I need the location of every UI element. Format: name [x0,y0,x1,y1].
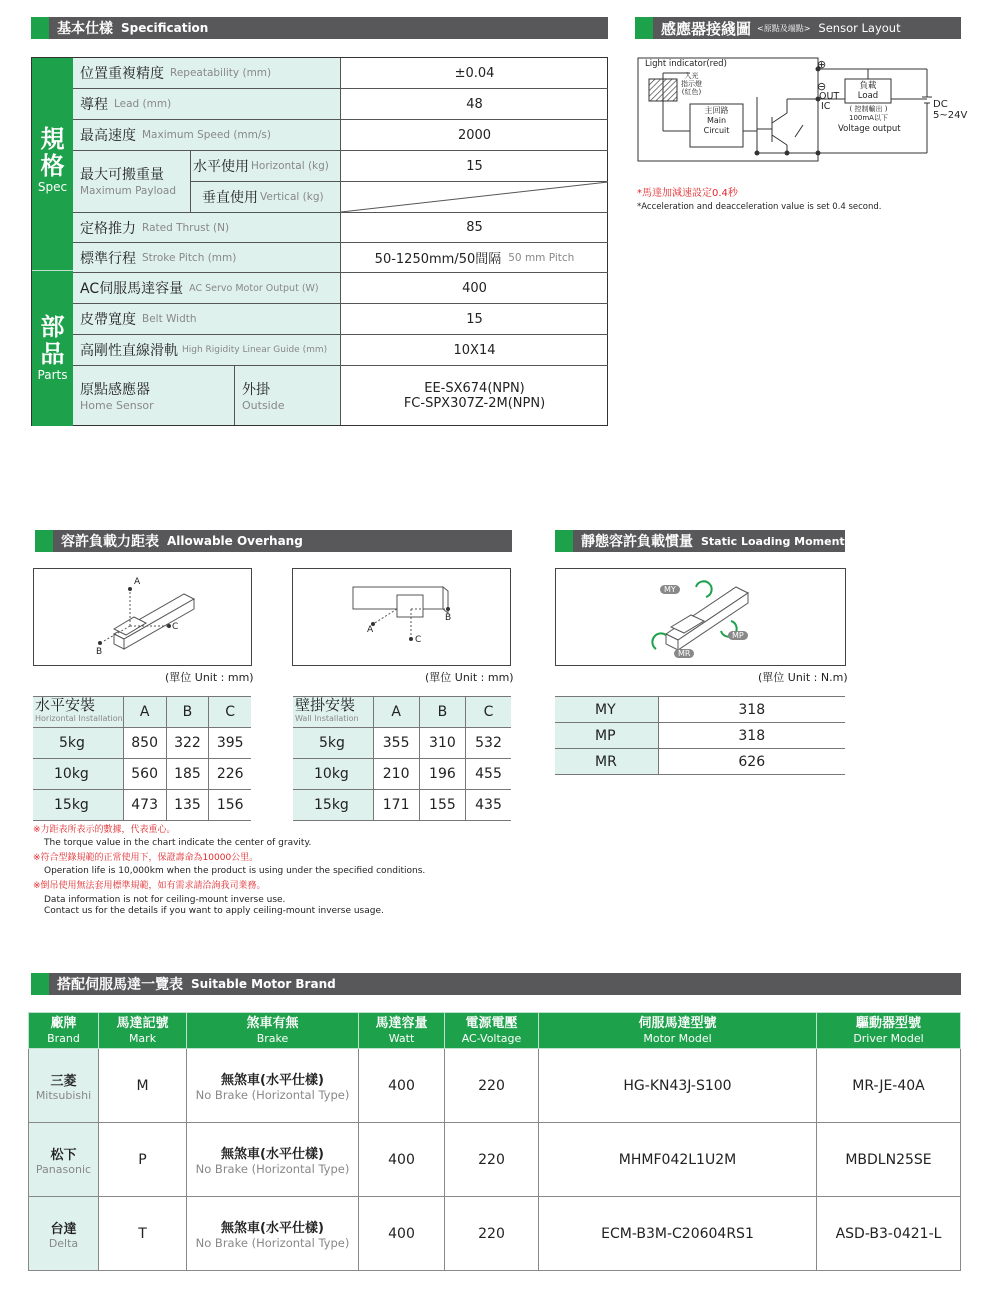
unit-label-horizontal: (單位 Unit : mm) [165,671,254,684]
driver-model-cell: MBDLN25SE [817,1123,961,1197]
horizontal-title-en: Horizontal Installation [35,714,123,723]
col-motor-model [539,1013,817,1049]
row-label-zh: 定格推力 [80,220,136,237]
load-cell: 15kg [33,790,123,821]
value-cell: 135 [166,790,209,821]
value-cell: 850 [123,728,166,759]
brand-zh: 台達 [50,1221,77,1237]
dc-text: DC [933,99,948,110]
sensor-header [635,17,961,39]
value-cell: 395 [209,728,251,759]
overhang-title-en: Allowable Overhang [167,534,303,548]
control-current: 100mA以下 [849,114,888,122]
row-label-zh: 最高速度 [80,128,136,144]
moment-title-zh: 靜態容許負載慣量 [581,534,693,550]
value-cell: 435 [466,790,511,821]
header-zh: 電源電壓 [465,1015,518,1031]
main-circuit-zh: 主回路 [704,106,729,115]
load-cell: 5kg [33,728,123,759]
moment-name-cell: MY [555,697,658,723]
main-circuit-label [690,106,743,136]
point-a-label: A [367,625,374,635]
sensor-title-en: Sensor Layout [818,21,901,35]
horizontal-title-zh: 水平安裝 [35,696,96,714]
wall-title-en: Wall Installation [295,714,359,723]
table-row [29,1197,961,1271]
table-row [29,1049,961,1123]
col-watt [359,1013,445,1049]
driver-model-cell: MR-JE-40A [817,1049,961,1123]
driver-model-cell: ASD-B3-0421-L [817,1197,961,1271]
load-label [845,81,891,101]
watt-cell: 400 [359,1197,445,1271]
mark-cell: P [99,1123,187,1197]
spec-title-zh: 基本仕樣 [57,21,113,37]
empty-cell-slash [341,182,608,212]
header-en: Motor Model [643,1031,712,1045]
sensor-diagram [637,57,968,187]
note-3-en2: Contact us for the details if you want to apply ceiling-mount inverse usage. [44,906,384,916]
header-zh: 伺服馬達型號 [638,1015,717,1031]
moment-value-cell: 318 [658,697,845,723]
header-zh: 馬達容量 [375,1015,428,1031]
payload-label-en: Maximum Payload [80,185,177,197]
home-sensor-value-1: EE-SX674(NPN) [424,380,525,396]
header-en: AC-Voltage [461,1031,522,1045]
spec-row-lead [73,88,608,119]
moment-name-cell: MR [555,749,658,775]
moment-header [555,530,845,552]
note-1-zh: ※力距表所表示的數據，代表重心。 [33,825,176,835]
row-value: 48 [466,96,483,112]
header-accent [31,17,49,39]
moment-table [555,696,845,775]
value-cell: 226 [209,759,251,790]
brand-en: Panasonic [35,1162,92,1176]
row-label-en: Stroke Pitch (mm) [142,251,237,264]
minus-terminal-icon: ⊖ [817,80,827,93]
horizontal-use-en: Horizontal (kg) [251,160,329,172]
spec-row-stroke [73,242,608,272]
parts-row-guide [73,334,608,365]
spec-header [31,17,608,39]
parts-row-home-sensor [73,365,608,425]
col-mark [99,1013,187,1049]
plus-terminal-icon: ⊕ [817,58,827,71]
parts-group-label [32,271,73,426]
moment-axis-drawing [556,569,844,664]
home-sensor-en: Home Sensor [80,399,154,412]
col-driver-model [817,1013,961,1049]
col-a-header: A [373,697,419,728]
moment-diagram [555,568,846,666]
volt-cell: 220 [445,1197,539,1271]
header-zh: 驅動器型號 [855,1015,921,1031]
spec-group-zh1: 規 [40,125,65,153]
horizontal-overhang-table [33,696,251,821]
my-badge: MY [660,585,680,594]
row-label-en: Repeatability (mm) [170,67,272,79]
load-cell: 10kg [33,759,123,790]
home-sensor-value-2: FC-SPX307Z-2M(NPN) [403,395,546,411]
unit-label-moment: (單位 Unit : N.m) [758,671,848,684]
parts-group-zh1: 部 [40,313,65,341]
overhang-title-zh: 容許負載力距表 [61,534,159,550]
motor-model-cell: MHMF042L1U2M [539,1123,817,1197]
row-label-zh: 導程 [80,97,108,113]
row-label-zh: AC伺服馬達容量 [80,281,184,297]
row-label-zh: 位置重複精度 [80,66,164,82]
moment-value-cell: 318 [658,723,845,749]
sensor-title-zh: 感應器接綫圖 [661,19,752,38]
point-b-label: B [96,647,103,657]
motor-table [28,1012,961,1271]
watt-cell: 400 [359,1123,445,1197]
control-zh: ( 控制輸出 ) [849,105,888,113]
brake-en: No Brake (Horizontal Type) [195,1162,350,1176]
value-cell: 155 [419,790,465,821]
spec-title-en: Specification [121,21,209,35]
row-label-zh: 皮帶寬度 [80,312,136,328]
moment-value-cell: 626 [658,749,845,775]
brake-zh: 無煞車(水平仕樣) [221,1221,324,1236]
col-b-header: B [419,697,465,728]
mp-badge: MP [728,631,748,640]
horizontal-payload-value: 15 [341,151,608,182]
row-label-en: Lead (mm) [114,98,172,110]
header-en: Brand [47,1031,80,1045]
point-a-label: A [134,577,141,587]
col-brand [29,1013,99,1049]
header-en: Mark [128,1031,157,1045]
header-accent [35,530,53,552]
row-value: 400 [462,280,487,296]
wall-axis-drawing [293,569,509,664]
motor-model-cell: ECM-B3M-C20604RS1 [539,1197,817,1271]
vertical-use-en: Vertical (kg) [260,191,324,203]
mark-cell: M [99,1049,187,1123]
control-output-label [849,105,888,123]
motor-title-en: Suitable Motor Brand [191,977,336,991]
row-value: 2000 [457,127,492,143]
home-sensor-zh: 原點感應器 [80,382,150,398]
wall-diagram [292,568,511,666]
parts-group-zh2: 品 [40,340,65,368]
note-3-zh: ※倒吊使用無法套用標準規範，如有需求請洽詢我司業務。 [33,881,266,891]
voltage-output-label: Voltage output [838,124,901,134]
row-value: ±0.04 [454,65,495,81]
value-cell: 171 [373,790,419,821]
header-zh: 煞車有無 [246,1015,299,1031]
outside-zh: 外掛 [242,382,270,398]
value-cell: 310 [419,728,465,759]
row-label-en: Maximum Speed (mm/s) [142,129,271,141]
mr-badge: MR [674,649,694,658]
row-value: 10X14 [453,342,496,358]
header-accent [635,17,653,39]
value-cell: 322 [166,728,209,759]
row-value: 15 [466,311,483,327]
header-en: Driver Model [853,1031,924,1045]
wall-title-zh: 壁掛安裝 [295,696,356,714]
sensor-title-small: <原點及端點> [757,23,811,33]
header-en: Watt [388,1031,415,1045]
brand-zh: 松下 [50,1147,77,1163]
volt-cell: 220 [445,1049,539,1123]
header-zh: 馬達記號 [116,1015,169,1031]
accel-note-en: *Acceleration and deacceleration value is set 0.4 second. [637,202,882,212]
vertical-use-zh: 垂直使用 [202,190,258,206]
brand-zh: 三菱 [50,1073,77,1089]
parts-row-motor [73,272,608,303]
value-cell: 156 [209,790,251,821]
payload-label-zh: 最大可搬重量 [80,167,164,183]
value-cell: 355 [373,728,419,759]
accel-note-zh: *馬達加減速設定0.4秒 [637,188,738,199]
horizontal-axis-drawing [34,569,250,664]
spec-row-thrust [73,212,608,242]
motor-model-cell: HG-KN43J-S100 [539,1049,817,1123]
dc-range: 5~24V [933,110,968,121]
value-cell: 196 [419,759,465,790]
brake-en: No Brake (Horizontal Type) [195,1088,350,1102]
row-value: 85 [466,220,483,235]
row-label-zh: 高剛性直線滑軌 [80,343,178,359]
ic-label: IC [821,101,831,112]
outside-en: Outside [242,399,285,412]
brake-zh: 無煞車(水平仕樣) [221,1073,324,1088]
spec-group-label [32,58,73,271]
col-volt [445,1013,539,1049]
value-cell: 532 [466,728,511,759]
spec-group-zh2: 格 [40,152,65,180]
note-3-en: Data information is not for ceiling-mount inverse use. [44,895,286,905]
spec-group-en: Spec [37,180,68,194]
spec-row-repeatability [73,58,608,88]
col-b-header: B [166,697,209,728]
row-label-zh: 標準行程 [80,250,136,267]
point-b-label: B [445,613,452,623]
volt-cell: 220 [445,1123,539,1197]
header-zh: 廠牌 [50,1015,77,1031]
out-label: OUT [819,91,840,102]
brake-zh: 無煞車(水平仕樣) [221,1147,324,1162]
main-circuit-en2: Circuit [703,126,730,135]
load-cell: 10kg [293,759,373,790]
load-zh: 負載 [859,81,877,91]
value-cell: 473 [123,790,166,821]
col-c-header: C [209,697,251,728]
spec-row-payload [73,150,608,212]
motor-header [31,973,961,995]
horizontal-use-zh: 水平使用 [193,159,249,175]
indicator-zh-label: 入光 指示燈 (紅色) [681,72,702,96]
wall-overhang-table [293,696,511,821]
row-label-en: Belt Width [142,313,197,325]
row-label-en: High Rigidity Linear Guide (mm) [182,345,328,355]
moment-name-cell: MP [555,723,658,749]
header-en: Brake [256,1031,289,1045]
row-label-en: Rated Thrust (N) [142,221,230,234]
col-c-header: C [466,697,511,728]
point-c-label: C [172,622,179,632]
point-c-label: C [415,635,422,645]
parts-row-belt [73,303,608,334]
header-accent [555,530,573,552]
col-brake [187,1013,359,1049]
note-2-en: Operation life is 10,000km when the product is using under the specified conditions. [44,866,426,876]
table-row [29,1123,961,1197]
stroke-note: 50 mm Pitch [508,251,575,264]
header-accent [31,973,49,995]
brake-en: No Brake (Horizontal Type) [195,1236,350,1250]
value-cell: 560 [123,759,166,790]
load-cell: 15kg [293,790,373,821]
light-indicator-label: Light indicator(red) [645,59,727,69]
note-2-zh: ※符合型錄規範的正常使用下，保證壽命為10000公里。 [33,853,259,863]
row-label-en: AC Servo Motor Output (W) [189,282,319,294]
unit-label-wall: (單位 Unit : mm) [425,671,514,684]
stroke-value: 50-1250mm/50間隔 [374,252,502,267]
watt-cell: 400 [359,1049,445,1123]
dc-label [933,99,967,121]
value-cell: 210 [373,759,419,790]
motor-title-zh: 搭配伺服馬達一覽表 [57,977,183,993]
overhang-header [35,530,512,552]
col-a-header: A [123,697,166,728]
main-circuit-en1: Main [706,116,727,125]
value-cell: 455 [466,759,511,790]
value-cell: 185 [166,759,209,790]
horizontal-diagram [33,568,252,666]
parts-group-en: Parts [37,368,68,382]
mark-cell: T [99,1197,187,1271]
brand-en: Delta [48,1236,79,1250]
load-cell: 5kg [293,728,373,759]
load-en: Load [857,91,879,101]
moment-title-en: Static Loading Moment [701,534,845,548]
spec-row-speed [73,119,608,150]
brand-en: Mitsubishi [35,1088,92,1102]
spec-table [31,57,608,426]
note-1-en: The torque value in the chart indicate the center of gravity. [44,838,312,848]
